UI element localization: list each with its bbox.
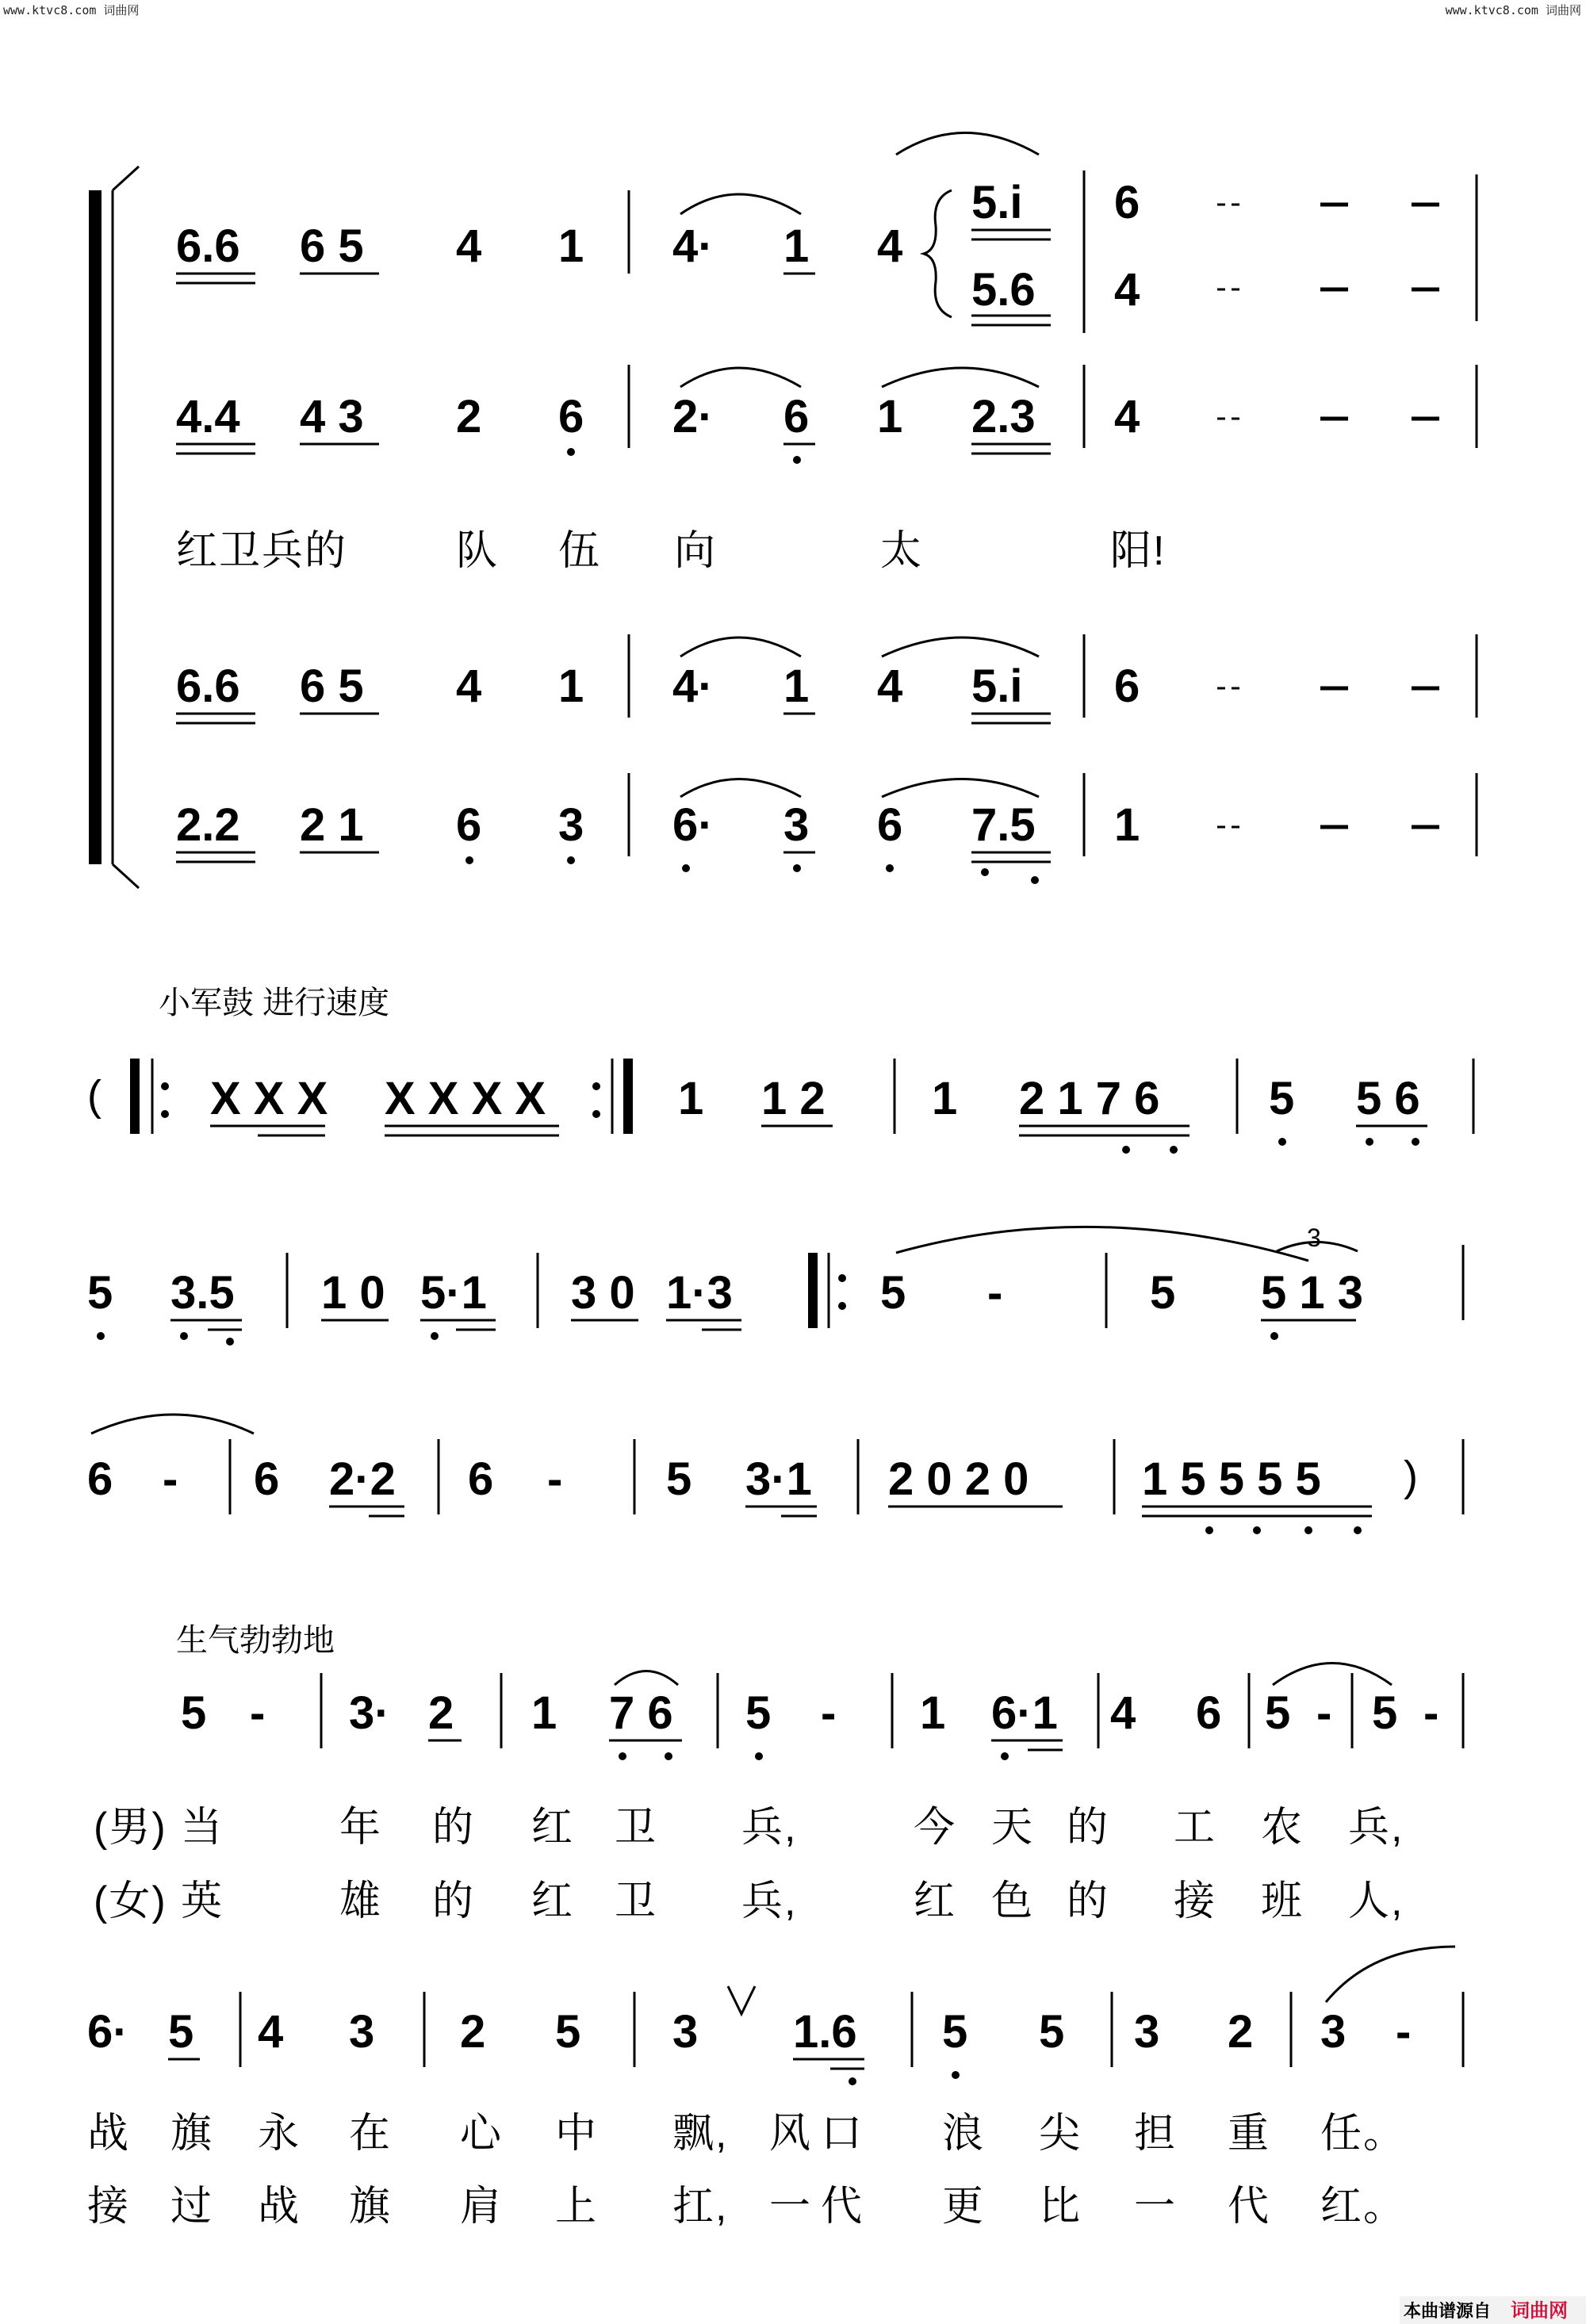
- dash: -: [250, 1687, 266, 1739]
- lyric: 农: [1261, 1805, 1304, 1851]
- note: 1 5 5 5 5: [1142, 1453, 1321, 1505]
- verse-line1: [181, 1664, 1463, 1761]
- note: 1·3: [666, 1267, 733, 1319]
- note: 4.4: [176, 391, 240, 442]
- lyric: 人,: [1348, 1878, 1404, 1924]
- note: 2.2: [176, 799, 240, 851]
- system1-lyrics: [176, 528, 1166, 574]
- dash: -: [163, 1453, 178, 1505]
- note: 4: [258, 2006, 284, 2058]
- lyric: 上: [555, 2184, 599, 2230]
- lyric: 红卫兵的: [176, 528, 348, 574]
- tempo-instruction-intro: 小军鼓 进行速度: [159, 986, 390, 1020]
- lyric: 心: [460, 2111, 504, 2157]
- lyric: 工: [1174, 1805, 1217, 1851]
- note: 7.5: [971, 799, 1036, 851]
- lyric: 红: [531, 1878, 575, 1924]
- verse-lyrics-a: [87, 2111, 1406, 2157]
- intro-line3: [87, 1415, 1463, 1534]
- lyric: 口: [821, 2111, 864, 2157]
- note: 5·1: [420, 1267, 487, 1319]
- note: 3·1: [745, 1453, 812, 1505]
- paren-close: ): [1404, 1453, 1418, 1500]
- note: 1: [558, 660, 584, 712]
- intro: [87, 986, 1473, 1534]
- lyric: 过: [170, 2184, 214, 2230]
- lyric: 雄: [339, 1878, 383, 1924]
- verse-lyrics-male: [94, 1805, 1404, 1851]
- system1-staff1: [176, 133, 1477, 334]
- dash: -: [1423, 1687, 1439, 1739]
- note: 6: [877, 799, 903, 851]
- lyric: 肩: [460, 2184, 504, 2230]
- lyric: 色: [991, 1878, 1035, 1924]
- note: 3 0: [571, 1267, 635, 1319]
- note: 2 0 2 0: [888, 1453, 1029, 1505]
- lyric: 战: [87, 2111, 131, 2157]
- system1-staff2: [176, 365, 1477, 464]
- note: 5: [666, 1453, 692, 1505]
- system1-staff4: [176, 773, 1477, 884]
- note: 5: [1269, 1073, 1295, 1124]
- note: 4: [1110, 1687, 1136, 1739]
- lyric: 英: [181, 1878, 224, 1924]
- note: 1: [558, 220, 584, 272]
- note: 1: [1114, 799, 1140, 851]
- lyric: 今: [914, 1805, 957, 1851]
- footer-logo[interactable]: 词曲网: [1511, 2300, 1568, 2322]
- note: 5: [745, 1687, 772, 1739]
- note: 5: [87, 1267, 113, 1319]
- lyric: 风: [769, 2111, 813, 2157]
- note: 4·: [672, 660, 714, 712]
- note: 2.3: [971, 391, 1036, 442]
- note: 3: [1320, 2006, 1347, 2058]
- watermark-right: www.ktvc8.com 词曲网: [1445, 3, 1581, 17]
- note: 5: [555, 2006, 581, 2058]
- note: 6: [254, 1453, 280, 1505]
- note: 4: [1114, 391, 1140, 442]
- note: 2: [428, 1687, 454, 1739]
- note: 4: [877, 220, 903, 272]
- dash: -: [1316, 1687, 1332, 1739]
- watermark-left: www.ktvc8.com 词曲网: [3, 3, 140, 17]
- lyric: 尖: [1039, 2111, 1082, 2157]
- dash: -: [987, 1267, 1003, 1319]
- note: 6·1: [991, 1687, 1058, 1739]
- lyric: 一: [1134, 2184, 1178, 2230]
- lyric: 担: [1134, 2111, 1178, 2157]
- note: 6.6: [176, 660, 240, 712]
- note: 6 5: [300, 660, 364, 712]
- note: 5 6: [1356, 1073, 1420, 1124]
- lyric: 旗: [170, 2111, 214, 2157]
- dash: -: [547, 1453, 563, 1505]
- dash: -: [821, 1687, 837, 1739]
- note: 1: [531, 1687, 557, 1739]
- verse-lyrics-female: [94, 1878, 1404, 1924]
- lyric: 的: [432, 1878, 476, 1924]
- triplet-mark: 3: [1307, 1223, 1321, 1252]
- note: 1: [783, 660, 810, 712]
- lyric: 班: [1261, 1878, 1304, 1924]
- lyric: 的: [1067, 1805, 1110, 1851]
- note: 4: [456, 220, 482, 272]
- note: 5: [880, 1267, 906, 1319]
- lyric: 兵,: [741, 1878, 798, 1924]
- note: 6: [1114, 177, 1140, 228]
- note: 2 1: [300, 799, 364, 851]
- lyric: 永: [258, 2111, 301, 2157]
- lyric: 兵,: [741, 1805, 798, 1851]
- lyric: 任。: [1320, 2111, 1407, 2157]
- note: 5.i: [971, 177, 1023, 228]
- lyric: 中: [555, 2111, 599, 2157]
- note: 1 2: [761, 1073, 826, 1124]
- note: 4 3: [300, 391, 364, 442]
- note: 2: [456, 391, 482, 442]
- note: 6 5: [300, 220, 364, 272]
- note: 3: [558, 799, 584, 851]
- note: 1: [783, 220, 810, 272]
- note: 6: [1196, 1687, 1222, 1739]
- lyric: 接: [87, 2184, 131, 2230]
- footer-source: 本曲谱源自: [1404, 2301, 1492, 2321]
- note: 5: [168, 2006, 194, 2058]
- note: 5: [1039, 2006, 1065, 2058]
- lyric: 旗: [349, 2184, 393, 2230]
- note: 6: [468, 1453, 494, 1505]
- note: 3: [349, 2006, 375, 2058]
- lyric: 红: [531, 1805, 575, 1851]
- note: 4·: [672, 220, 714, 272]
- lyric: 队: [456, 528, 500, 574]
- note: 6: [456, 799, 482, 851]
- system1-staff3: [176, 634, 1477, 723]
- drum-pattern: X X X X: [385, 1073, 546, 1124]
- part-label-female: (女): [94, 1878, 167, 1924]
- note: 6: [1114, 660, 1140, 712]
- note: 6·: [87, 2006, 128, 2058]
- lyric: 当: [181, 1805, 224, 1851]
- lyric: 伍: [558, 528, 602, 574]
- lyric: 一: [769, 2184, 813, 2230]
- note: 2: [1228, 2006, 1254, 2058]
- note: 5: [1265, 1687, 1291, 1739]
- lyric: 接: [1174, 1878, 1217, 1924]
- note: 3·: [349, 1687, 390, 1739]
- lyric: 更: [942, 2184, 986, 2230]
- lyric: 阳!: [1110, 528, 1167, 574]
- note: 1: [932, 1073, 958, 1124]
- note: 6: [558, 391, 584, 442]
- lyric: 重: [1228, 2111, 1271, 2157]
- note: 1: [920, 1687, 946, 1739]
- tempo-instruction-verse: 生气勃勃地: [176, 1623, 335, 1658]
- note: 1: [678, 1073, 704, 1124]
- note: 4: [456, 660, 482, 712]
- dash: -: [1396, 2006, 1412, 2058]
- note: 4: [1114, 264, 1140, 316]
- note: 5.6: [971, 264, 1036, 316]
- system-1: [95, 133, 1477, 889]
- note: 5: [1150, 1267, 1176, 1319]
- note: 3: [783, 799, 810, 851]
- note: 1 0: [321, 1267, 385, 1319]
- note: 7 6: [609, 1687, 673, 1739]
- note: 5: [942, 2006, 968, 2058]
- intro-line1: [87, 1059, 1473, 1154]
- note: 1.6: [793, 2006, 857, 2058]
- note: 2·2: [329, 1453, 396, 1505]
- lyric: 在: [349, 2111, 393, 2157]
- note: 3: [1134, 2006, 1160, 2058]
- note: 1: [877, 391, 903, 442]
- note: 5: [181, 1687, 207, 1739]
- lyric: 的: [432, 1805, 476, 1851]
- lyric: 天: [991, 1805, 1035, 1851]
- note: 6: [783, 391, 810, 442]
- drum-pattern: X X X: [210, 1073, 328, 1124]
- lyric: 红。: [1320, 2184, 1407, 2230]
- part-label-male: (男): [94, 1805, 167, 1851]
- lyric: 比: [1039, 2184, 1082, 2230]
- note: 5.i: [971, 660, 1023, 712]
- lyric: 红: [914, 1878, 957, 1924]
- verse-line2: [87, 1947, 1463, 2085]
- verse: [87, 1623, 1463, 2230]
- lyric: 卫: [615, 1805, 658, 1851]
- lyric: 战: [258, 2184, 301, 2230]
- lyric: 浪: [942, 2111, 986, 2157]
- note: 4: [877, 660, 903, 712]
- note: 2·: [672, 391, 714, 442]
- note: 3: [672, 2006, 699, 2058]
- lyric: 太: [880, 528, 924, 574]
- note: 2: [460, 2006, 486, 2058]
- note: 6·: [672, 799, 714, 851]
- lyric: 卫: [615, 1878, 658, 1924]
- lyric: 向: [674, 528, 718, 574]
- note: 5: [1372, 1687, 1398, 1739]
- footer: [1400, 2296, 1586, 2324]
- note: 3.5: [170, 1267, 235, 1319]
- lyric: 的: [1067, 1878, 1110, 1924]
- lyric: 兵,: [1348, 1805, 1404, 1851]
- verse-lyrics-b: [87, 2184, 1406, 2230]
- note: 6: [87, 1453, 113, 1505]
- lyric: 扛,: [672, 2184, 729, 2230]
- lyric: 代: [1228, 2184, 1271, 2230]
- lyric: 年: [339, 1805, 383, 1851]
- note: 6.6: [176, 220, 240, 272]
- paren-open: (: [87, 1072, 102, 1120]
- note: 2 1 7 6: [1019, 1073, 1160, 1124]
- note: 5 1 3: [1261, 1267, 1363, 1319]
- lyric: 代: [821, 2184, 864, 2230]
- intro-line2: [87, 1223, 1463, 1346]
- lyric: 飘,: [672, 2111, 729, 2157]
- breath-mark-icon: [728, 1986, 755, 2014]
